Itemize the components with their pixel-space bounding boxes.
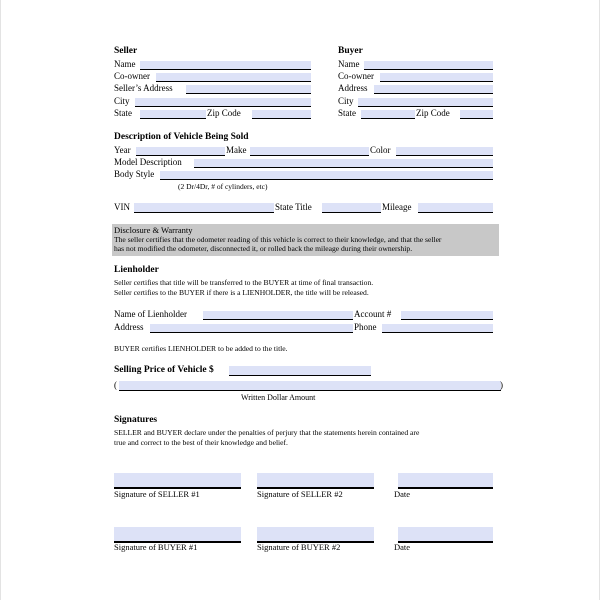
page-edge-left bbox=[0, 0, 1, 600]
lienholder-account-field[interactable] bbox=[401, 311, 493, 320]
buyer-name-label: Name bbox=[338, 59, 360, 69]
vehicle-body-field[interactable] bbox=[160, 171, 493, 180]
seller-zip-field[interactable] bbox=[252, 110, 311, 119]
disclosure-line-1: The seller certifies that the odometer reading of this vehicle is correct to their knowledge, and that the seller bbox=[114, 235, 442, 244]
vehicle-mileage-field[interactable] bbox=[418, 203, 493, 213]
seller-heading: Seller bbox=[114, 46, 138, 56]
seller-name-label: Name bbox=[114, 59, 136, 69]
buyer2-signature-label: Signature of BUYER #2 bbox=[257, 542, 341, 552]
buyer-city-label: City bbox=[338, 96, 354, 106]
signatures-heading: Signatures bbox=[114, 415, 158, 425]
seller-state-field[interactable] bbox=[140, 110, 206, 119]
vehicle-year-field[interactable] bbox=[136, 147, 225, 156]
seller-date-field[interactable] bbox=[398, 473, 493, 489]
seller-address-field[interactable] bbox=[186, 85, 311, 94]
seller-zip-label: Zip Code bbox=[207, 108, 241, 118]
buyer2-signature-field[interactable] bbox=[257, 527, 374, 543]
buyer-state-label: State bbox=[338, 108, 356, 118]
vehicle-model-label: Model Description bbox=[114, 157, 182, 167]
lienholder-name-label: Name of Lienholder bbox=[114, 309, 187, 319]
lienholder-account-label: Account # bbox=[354, 309, 392, 319]
selling-price-label: Selling Price of Vehicle $ bbox=[114, 365, 214, 375]
written-amount-open-paren: ( bbox=[114, 380, 117, 390]
lienholder-phone-field[interactable] bbox=[382, 324, 493, 333]
selling-price-field[interactable] bbox=[229, 366, 371, 376]
buyer-state-field[interactable] bbox=[361, 110, 415, 119]
seller-name-field[interactable] bbox=[140, 61, 311, 70]
vehicle-make-field[interactable] bbox=[250, 147, 369, 156]
seller-address-label: Seller’s Address bbox=[114, 83, 173, 93]
lienholder-heading: Lienholder bbox=[114, 265, 159, 275]
buyer-coowner-label: Co-owner bbox=[338, 71, 374, 81]
seller-coowner-label: Co-owner bbox=[114, 71, 150, 81]
disclosure-line-2: has not modified the odometer, disconnected it, or rolled back the mileage during their ownership. bbox=[114, 244, 413, 253]
signatures-line-1: SELLER and BUYER declare under the penalties of perjury that the statements herein contained are bbox=[114, 428, 420, 437]
buyer-zip-field[interactable] bbox=[460, 110, 493, 119]
lienholder-name-field[interactable] bbox=[203, 311, 353, 320]
lienholder-phone-label: Phone bbox=[354, 322, 377, 332]
vehicle-color-field[interactable] bbox=[396, 147, 493, 156]
vehicle-state-title-field[interactable] bbox=[322, 203, 381, 213]
buyer1-signature-field[interactable] bbox=[114, 527, 241, 543]
seller1-signature-field[interactable] bbox=[114, 473, 241, 489]
vehicle-model-field[interactable] bbox=[194, 159, 493, 168]
buyer1-signature-label: Signature of BUYER #1 bbox=[114, 542, 198, 552]
seller-city-label: City bbox=[114, 96, 130, 106]
seller2-signature-label: Signature of SELLER #2 bbox=[257, 489, 343, 499]
buyer-date-field[interactable] bbox=[398, 527, 493, 543]
buyer-coowner-field[interactable] bbox=[380, 73, 493, 82]
written-amount-field[interactable] bbox=[119, 381, 501, 391]
vehicle-make-label: Make bbox=[226, 145, 247, 155]
seller-date-label: Date bbox=[394, 489, 411, 499]
buyer-date-label: Date bbox=[394, 542, 411, 552]
vehicle-year-label: Year bbox=[114, 145, 131, 155]
buyer-name-field[interactable] bbox=[364, 61, 493, 70]
seller1-signature-label: Signature of SELLER #1 bbox=[114, 489, 200, 499]
written-amount-close-paren: ) bbox=[500, 380, 503, 390]
written-amount-caption: Written Dollar Amount bbox=[241, 393, 316, 402]
buyer-address-label: Address bbox=[338, 83, 368, 93]
vehicle-color-label: Color bbox=[370, 145, 391, 155]
vehicle-body-label: Body Style bbox=[114, 169, 155, 179]
lienholder-address-label: Address bbox=[114, 322, 144, 332]
vehicle-vin-label: VIN bbox=[114, 202, 130, 212]
buyer-zip-label: Zip Code bbox=[416, 108, 450, 118]
lienholder-address-field[interactable] bbox=[150, 324, 353, 333]
vehicle-body-hint: (2 Dr/4Dr, # of cylinders, etc) bbox=[178, 182, 268, 191]
signatures-line-2: true and correct to the best of their knowledge and belief. bbox=[114, 438, 288, 447]
disclosure-heading: Disclosure & Warranty bbox=[114, 225, 193, 235]
vehicle-state-title-label: State Title bbox=[275, 202, 312, 212]
seller2-signature-field[interactable] bbox=[257, 473, 374, 489]
buyer-heading: Buyer bbox=[338, 46, 363, 56]
seller-coowner-field[interactable] bbox=[156, 73, 311, 82]
lienholder-line-2: Seller certifies to the BUYER if there is a LIENHOLDER, the title will be released. bbox=[114, 288, 369, 297]
vehicle-mileage-label: Mileage bbox=[382, 202, 412, 212]
vehicle-vin-field[interactable] bbox=[134, 203, 274, 213]
lienholder-line-1: Seller certifies that title will be transferred to the BUYER at time of final transaction. bbox=[114, 278, 374, 287]
seller-state-label: State bbox=[114, 108, 132, 118]
buyer-city-field[interactable] bbox=[358, 98, 493, 107]
vehicle-heading: Description of Vehicle Being Sold bbox=[114, 132, 249, 142]
seller-city-field[interactable] bbox=[135, 98, 311, 107]
buyer-address-field[interactable] bbox=[374, 85, 493, 94]
lienholder-buyer-cert: BUYER certifies LIENHOLDER to be added to the title. bbox=[114, 344, 288, 353]
